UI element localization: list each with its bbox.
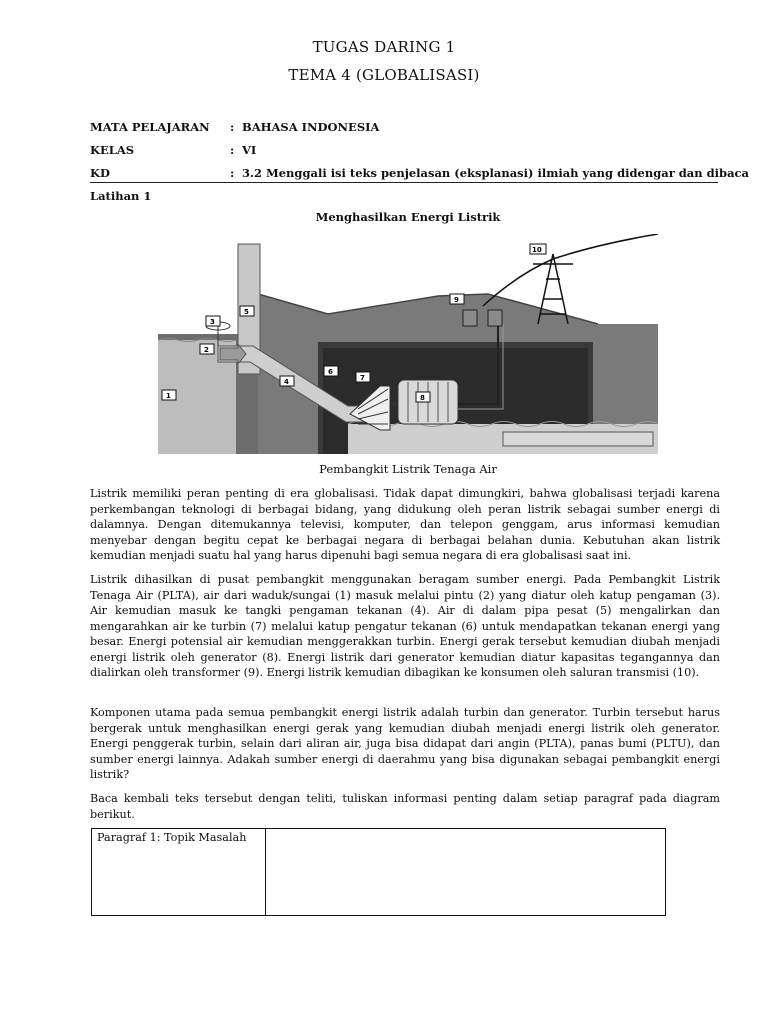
paragraph-4: Baca kembali teks tersebut dengan teliti, tuliskan informasi penting dalam setiap paragraf pada diagram berikut. [90, 792, 720, 821]
header-divider [90, 182, 718, 183]
paragraph-1: Listrik memiliki peran penting di era globalisasi. Tidak dapat dimungkiri, bahwa globalisasi terjadi karena perkembangan teknologi di berbagai bidang, yang didukung oleh peran listrik sebagai sumber energi di dalamnya. Dengan ditemukannya televisi, komputer, dan telepon genggam, arus informasi kemudian menyebar dengan begitu cepat ke berbagai negara di berbagai belahan dunia. Kebutuhan akan listrik kemudian menjadi suatu hal yang harus dipenuhi bagi semua negara di era globalisasi saat ini. [90, 487, 720, 562]
label-8: 8 [420, 394, 425, 402]
label-5: 5 [244, 308, 249, 316]
exercise-label: Latihan 1 [90, 189, 152, 203]
label-4: 4 [284, 378, 289, 386]
meta-key: KELAS [90, 143, 135, 157]
meta-key: KD [90, 166, 110, 180]
meta-value: 3.2 Menggali isi teks penjelasan (eksplanasi) ilmiah yang didengar dan dibaca [242, 166, 749, 180]
label-2: 2 [204, 346, 209, 354]
paragraph-2: Listrik dihasilkan di pusat pembangkit menggunakan beragam sumber energi. Pada Pembangkit Listrik Tenaga Air (PLTA), air dari waduk/sungai (1) masuk melalui pintu (2) yang diatur oleh katup pengaman (3). Air kemudian masuk ke tangki pengaman tekanan (4). Air di dalam pipa pesat (5) mengalirkan dan mengarahkan air ke turbin (7) melalui katup pengatur tekanan (6) untuk mendapatkan tekanan energi yang besar. Energi potensial air kemudian menggerakkan turbin. Energi gerak tersebut kemudian diubah menjadi energi listrik oleh generator (8). Energi listrik dari generator kemudian diatur kapasitas tegangannya dan dialirkan oleh transformer (9). Energi listrik kemudian dibagikan ke konsumen oleh saluran transmisi (10). [90, 573, 720, 679]
table-label-cell: Paragraf 1: Topik Masalah [92, 829, 266, 915]
label-9: 9 [454, 296, 459, 304]
paragraph-3: Komponen utama pada semua pembangkit energi listrik adalah turbin dan generator. Turbin tersebut harus bergerak untuk menghasilkan energi gerak yang kemudian diubah menjadi energi listrik oleh generator. Energi penggerak turbin, selain dari aliran air, juga bisa didapat dari angin (PLTA), panas bumi (PLTU), dan sumber energi lainnya. Adakah sumber energi di daerahmu yang bisa digunakan sebagai pembangkit energi listrik? [90, 706, 720, 781]
label-6: 6 [328, 368, 333, 376]
meta-separator: : [230, 120, 235, 134]
document-subtitle: TEMA 4 (GLOBALISASI) [288, 66, 480, 84]
label-7: 7 [360, 374, 365, 382]
table-answer-cell[interactable] [267, 829, 665, 915]
meta-separator: : [230, 166, 235, 180]
label-1: 1 [166, 392, 171, 400]
label-10: 10 [532, 246, 542, 254]
document-title: TUGAS DARING 1 [312, 38, 456, 56]
answer-table [91, 828, 666, 916]
meta-key: MATA PELAJARAN [90, 120, 210, 134]
label-3: 3 [210, 318, 215, 326]
meta-separator: : [230, 143, 235, 157]
meta-value: VI [242, 143, 257, 157]
hydropower-diagram [158, 234, 658, 454]
figure-caption: Pembangkit Listrik Tenaga Air [319, 462, 497, 476]
meta-value: BAHASA INDONESIA [242, 120, 380, 134]
figure-title: Menghasilkan Energi Listrik [315, 210, 501, 224]
